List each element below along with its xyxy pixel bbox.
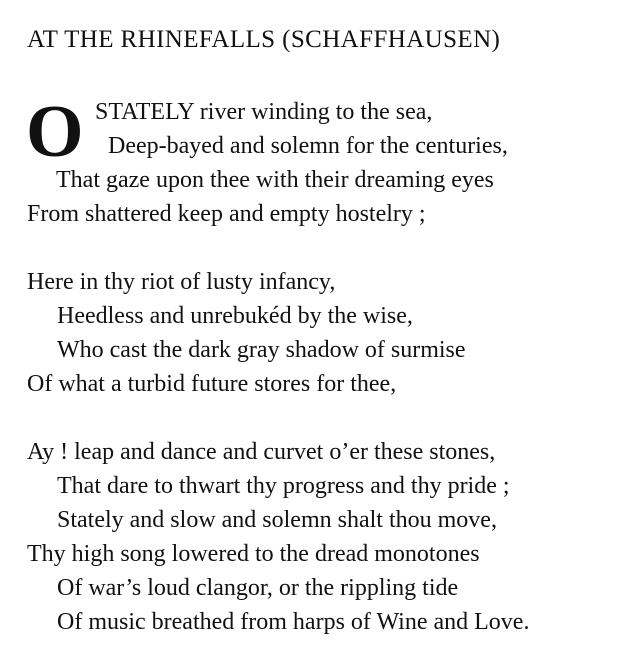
poem-title: AT THE RHINEFALLS (SCHAFFHAUSEN) [27,26,501,53]
drop-cap: O [26,91,84,173]
poem-line: Heedless and unrebukéd by the wise, [57,303,413,329]
poem-line: That gaze upon thee with their dreaming eyes [56,167,494,193]
poem-line: Here in thy riot of lusty infancy, [27,269,336,295]
poem-line: Stately and slow and solemn shalt thou move, [57,507,497,533]
poem-line: Thy high song lowered to the dread monotones [27,541,480,567]
poem-line: Deep-bayed and solemn for the centuries, [108,133,508,159]
poem-line: From shattered keep and empty hostelry ; [27,201,426,227]
poem-line: Of what a turbid future stores for thee, [27,371,397,397]
poem-line: Who cast the dark gray shadow of surmise [57,337,466,363]
poem-line: That dare to thwart thy progress and thy pride ; [57,473,510,499]
poem-line: STATELY river winding to the sea, [95,99,433,125]
poem-line: Of war’s loud clangor, or the rippling tide [57,575,459,601]
poem-line: Ay ! leap and dance and curvet o’er these stones, [27,439,496,465]
poem-line: Of music breathed from harps of Wine and Love. [57,609,530,635]
